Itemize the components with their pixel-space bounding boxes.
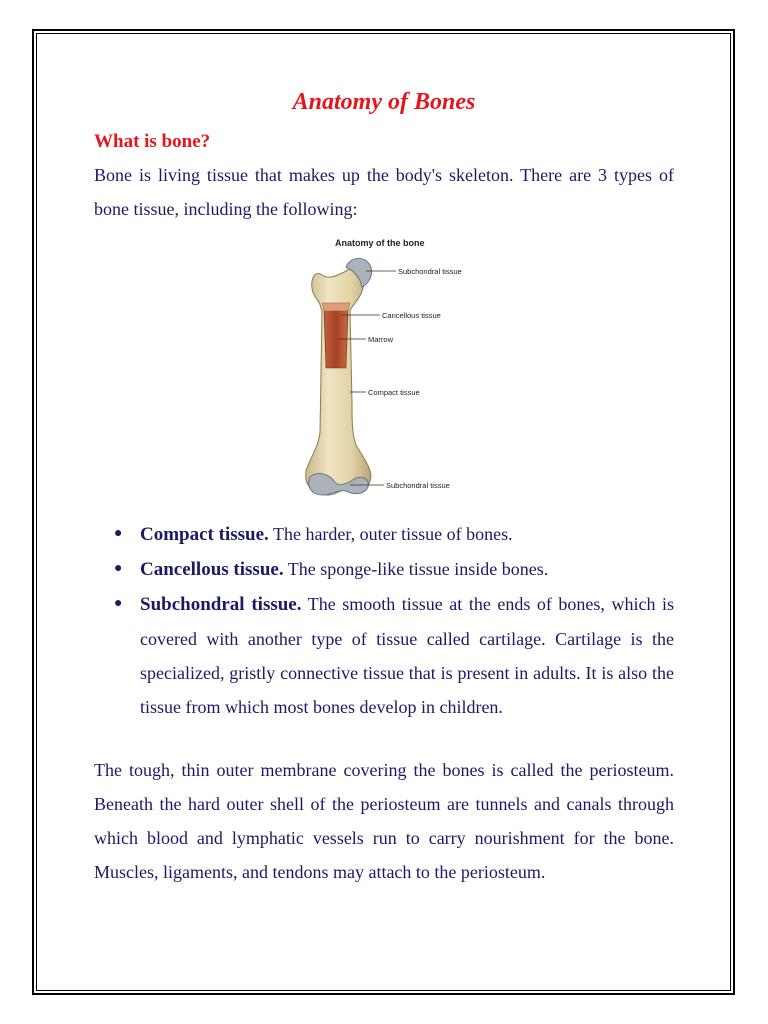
label-compact: Compact tissue <box>368 388 420 397</box>
femur-bone <box>306 268 371 495</box>
cancellous-section <box>322 303 350 311</box>
bullet-icon: ● <box>114 526 123 541</box>
tissue-description: The harder, outer tissue of bones. <box>268 524 513 544</box>
tissue-description: The smooth tissue at the ends of bones, which is covered with another type of tissue called cartilage. Cartilage is the specialized, gristly connective tissue that is present in adults. It is also the tissue from which most bones develop in children. <box>140 594 674 717</box>
list-item <box>114 517 674 552</box>
periosteum-paragraph: The tough, thin outer membrane covering the bones is called the periosteum. Beneath the hard outer shell of the periosteum are tunnels and canals through which blood and lymphatic vessels run to carry nourishment for the bone. Muscles, ligaments, and tendons may attach to the periosteum. <box>94 760 674 882</box>
page-title: Anatomy of Bones <box>292 89 476 115</box>
label-cancellous: Cancellous tissue <box>382 311 441 320</box>
list-item <box>114 587 674 724</box>
tissue-list <box>114 517 674 724</box>
bone-anatomy-figure <box>282 233 484 501</box>
tissue-term: Cancellous tissue. <box>140 559 284 580</box>
label-marrow: Marrow <box>368 335 394 344</box>
list-item <box>114 552 674 587</box>
bullet-icon: ● <box>114 561 123 576</box>
label-subchondral-top: Subchondral tissue <box>398 267 462 276</box>
tissue-term: Compact tissue. <box>140 524 269 545</box>
tissue-description: The sponge-like tissue inside bones. <box>283 559 549 579</box>
figure-title: Anatomy of the bone <box>335 238 425 248</box>
bone-illustration <box>282 233 484 501</box>
bullet-icon: ● <box>114 596 123 611</box>
intro-paragraph: Bone is living tissue that makes up the body's skeleton. There are 3 types of bone tissue, including the following: <box>94 165 674 219</box>
marrow-section <box>324 309 348 368</box>
tissue-term: Subchondral tissue. <box>140 594 302 615</box>
label-subchondral-bottom: Subchondral tissue <box>386 481 450 490</box>
section-heading: What is bone? <box>94 131 211 152</box>
